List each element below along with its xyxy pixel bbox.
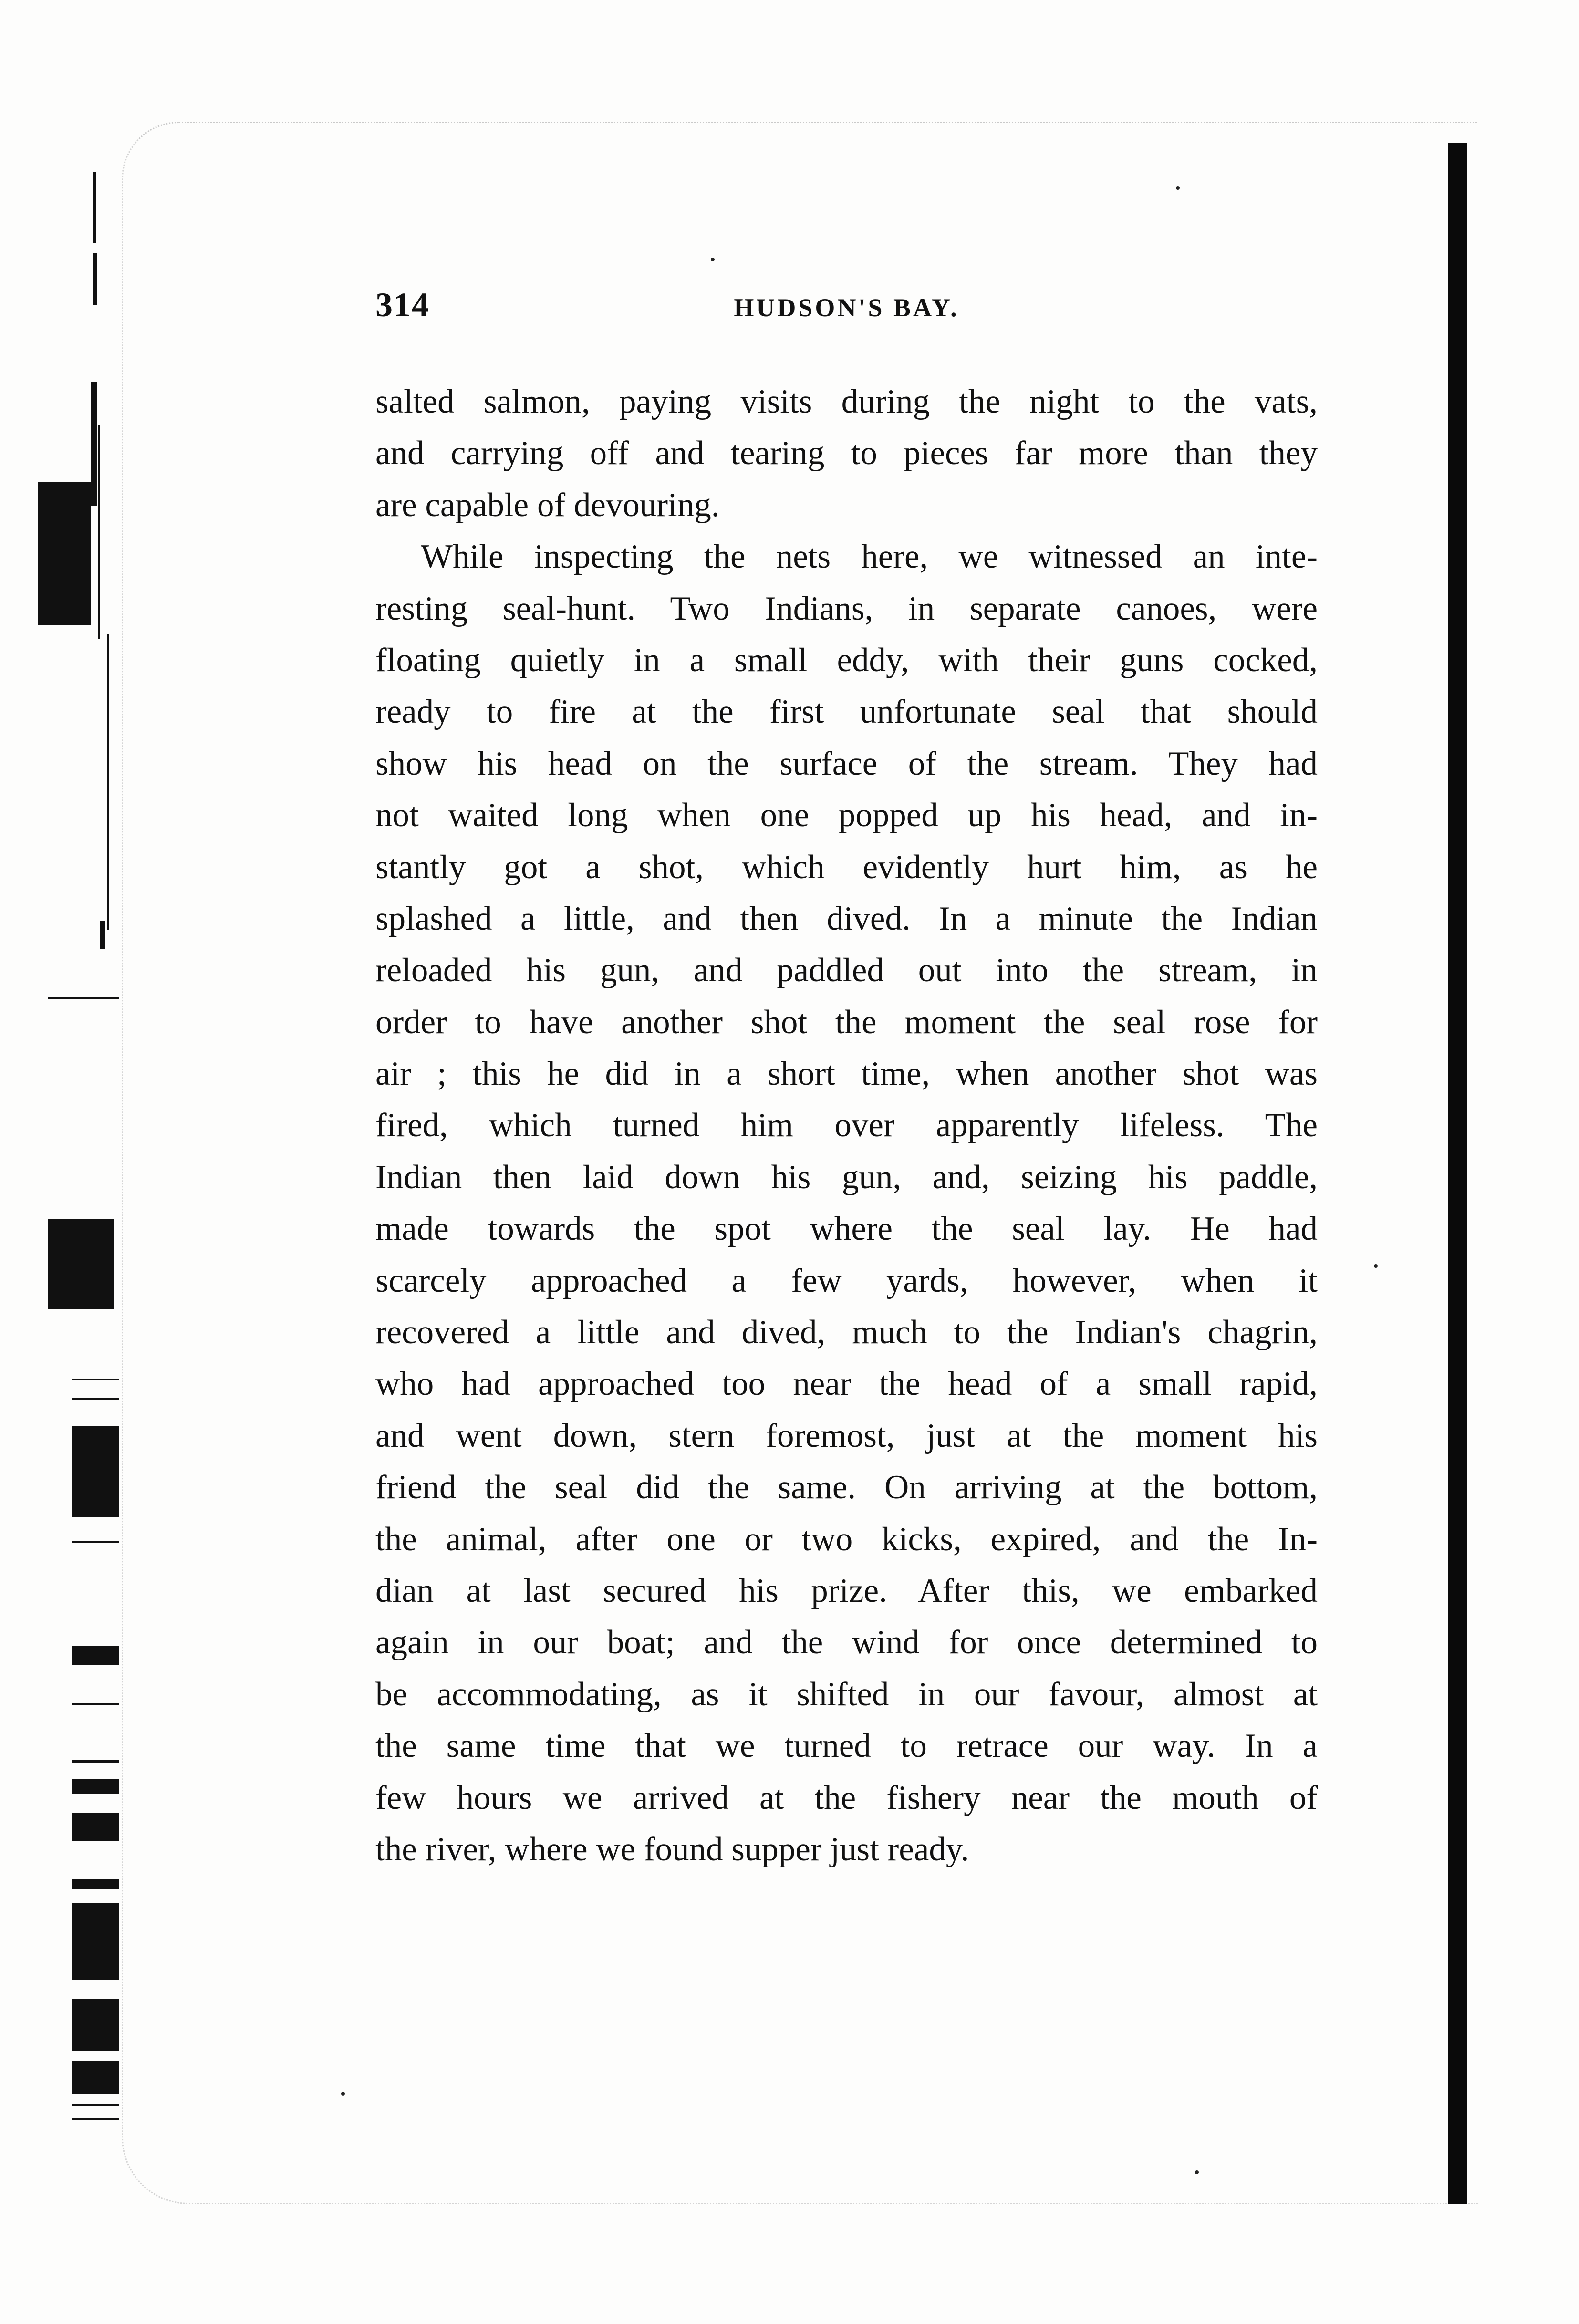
speck <box>1176 186 1180 190</box>
text-line: and carrying off and tearing to pieces far more than they <box>375 435 1318 472</box>
margin-scan-marks <box>29 157 124 2280</box>
text-line: reloaded his gun, and paddled out into the stream, in <box>375 952 1318 989</box>
text-line: stantly got a shot, which evidently hurt him, as he <box>375 848 1318 886</box>
page-header <box>375 285 1318 338</box>
text-line: friend the seal did the same. On arriving at the bottom, <box>375 1469 1318 1506</box>
text-line: ready to fire at the first unfortunate seal that should <box>375 693 1318 731</box>
text-line: splashed a little, and then dived. In a minute the Indian <box>375 900 1318 937</box>
text-line: the same time that we turned to retrace our way. In a <box>375 1727 1318 1765</box>
text-line: again in our boat; and the wind for once determined to <box>375 1624 1318 1661</box>
text-line: dian at last secured his prize. After this, we embarked <box>375 1572 1318 1609</box>
page-number: 314 <box>375 286 430 324</box>
text-line: made towards the spot where the seal lay. He had <box>375 1210 1318 1248</box>
text-line: floating quietly in a small eddy, with their guns cocked, <box>375 641 1318 679</box>
text-line: not waited long when one popped up his head, and in- <box>375 797 1318 834</box>
text-line: are capable of devouring. <box>375 486 720 524</box>
text-line: recovered a little and dived, much to the Indian's chagrin, <box>375 1314 1318 1351</box>
text-line: few hours we arrived at the fishery near the mouth of <box>375 1779 1318 1816</box>
text-line: and went down, stern foremost, just at the moment his <box>375 1417 1318 1454</box>
text-line: the river, where we found supper just ready. <box>375 1830 969 1868</box>
text-line: fired, which turned him over apparently lifeless. The <box>375 1107 1318 1144</box>
binding-shadow <box>1448 143 1467 2204</box>
text-line: the animal, after one or two kicks, expired, and the In- <box>375 1520 1318 1558</box>
running-head: HUDSON'S BAY. <box>734 293 959 322</box>
text-line: Indian then laid down his gun, and, seizing his paddle, <box>375 1158 1318 1196</box>
text-line: who had approached too near the head of a small rapid, <box>375 1365 1318 1403</box>
speck <box>1374 1264 1378 1268</box>
text-line: resting seal-hunt. Two Indians, in separate canoes, were <box>375 590 1318 627</box>
text-line: scarcely approached a few yards, however, when it <box>375 1262 1318 1299</box>
text-line: air ; this he did in a short time, when another shot was <box>375 1055 1318 1093</box>
speck <box>341 2092 345 2096</box>
body-text <box>375 376 1318 1875</box>
text-line: salted salmon, paying visits during the night to the vats, <box>375 383 1318 420</box>
text-line: be accommodating, as it shifted in our favour, almost at <box>375 1675 1318 1713</box>
text-line: While inspecting the nets here, we witnessed an inte- <box>421 538 1318 576</box>
speck <box>1195 2170 1199 2174</box>
text-line: show his head on the surface of the stream. They had <box>375 745 1318 782</box>
speck <box>711 258 715 261</box>
text-line: order to have another shot the moment the seal rose for <box>375 1003 1318 1041</box>
